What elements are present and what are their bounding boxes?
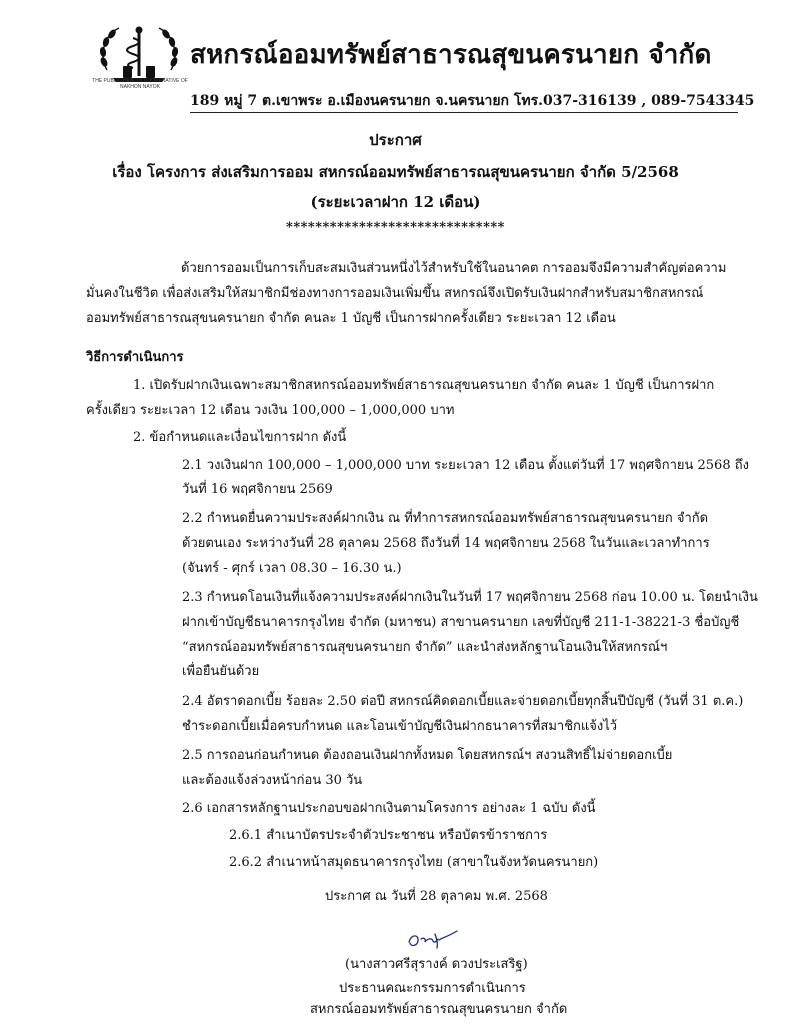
intro-line: ออมทรัพย์สาธารณสุขนครนายก จำกัด คนละ 1 บัญชี เป็นการฝากครั้งเดียว ระยะเวลา 12 เดือน xyxy=(86,311,616,326)
intro-line: ด้วยการออมเป็นการเก็บสะสมเงินส่วนหนึ่งไว้สำหรับใช้ในอนาคต การออมจึงมีความสำคัญต่อความ xyxy=(181,261,727,276)
sub-item-line: ด้วยตนเอง ระหว่างวันที่ 28 ตุลาคม 2568 ถึงวันที่ 14 พฤศจิกายน 2568 ในวันและเวลาทำการ xyxy=(182,536,710,551)
sub-item-line: “สหกรณ์ออมทรัพย์สาธารณสุขนครนายก จำกัด” และนำส่งหลักฐานโอนเงินให้สหกรณ์ฯ xyxy=(182,640,668,655)
sub-item-line: (จันทร์ - ศุกร์ เวลา 08.30 – 16.30 น.) xyxy=(182,561,402,576)
sub-item-line: 2.3 กำหนดโอนเงินที่แจ้งความประสงค์ฝากเงินในวันที่ 17 พฤศจิกายน 2568 ก่อน 10.00 น. โดยนำเงิน xyxy=(182,590,758,605)
sub-item-line: เพื่อยืนยันด้วย xyxy=(182,664,260,679)
item-2-title: 2. ข้อกำหนดและเงื่อนไขการฝาก ดังนี้ xyxy=(133,430,347,445)
document-item: 2.6.1 สำเนาบัตรประจำตัวประชาชน หรือบัตรข้าราชการ xyxy=(229,828,548,843)
sub-item-line: 2.1 วงเงินฝาก 100,000 – 1,000,000 บาท ระยะเวลา 12 เดือน ตั้งแต่วันที่ 17 พฤศจิกายน 2568 ถึง xyxy=(182,458,749,473)
announcement-heading: ประกาศ xyxy=(369,131,422,149)
sub-item-line: ฝากเข้าบัญชีธนาคารกรุงไทย จำกัด (มหาชน) สาขานครนายก เลขที่บัญชี 211-1-38221-3 ชื่อบัญชี xyxy=(182,615,740,630)
logo-caption: THE PUBLIC HEALTH COOPERATIVE OF NAKHON NAYOK xyxy=(92,78,188,90)
announcement-subject: เรื่อง โครงการ ส่งเสริมการออม สหกรณ์ออมทรัพย์สาธารณสุขนครนายก จำกัด 5/2568 xyxy=(112,163,679,181)
sub-item-line: 2.2 กำหนดยื่นความประสงค์ฝากเงิน ณ ที่ทำการสหกรณ์ออมทรัพย์สาธารณสุขนครนายก จำกัด xyxy=(182,511,709,526)
sub-item-line: ชำระดอกเบี้ยเมื่อครบกำหนด และโอนเข้าบัญชีเงินฝากธนาคารที่สมาชิกแจ้งไว้ xyxy=(182,719,618,734)
organization-name: สหกรณ์ออมทรัพย์สาธารณสุขนครนายก จำกัด xyxy=(190,40,712,70)
sub-item-line: และต้องแจ้งล่วงหน้าก่อน 30 วัน xyxy=(182,773,363,788)
announcement-date: ประกาศ ณ วันที่ 28 ตุลาคม พ.ศ. 2568 xyxy=(325,889,548,904)
signatory-organization: สหกรณ์ออมทรัพย์สาธารณสุขนครนายก จำกัด xyxy=(310,1002,568,1017)
document-item: 2.6.2 สำเนาหน้าสมุดธนาคารกรุงไทย (สาขาในจังหวัดนครนายก) xyxy=(229,855,599,870)
procedure-title: วิธีการดำเนินการ xyxy=(86,350,184,365)
header-divider xyxy=(190,112,738,113)
sub-item-line: 2.5 การถอนก่อนกำหนด ต้องถอนเงินฝากทั้งหมด โดยสหกรณ์ฯ สงวนสิทธิ์ไม่จ่ายดอกเบี้ย xyxy=(182,748,673,763)
sub-item-line: วันที่ 16 พฤศจิกายน 2569 xyxy=(182,482,333,497)
handwritten-signature-icon xyxy=(405,926,465,952)
signatory-name: (นางสาวศรีสุรางค์ ดวงประเสริฐ) xyxy=(345,957,528,972)
item-1-line: ครั้งเดียว ระยะเวลา 12 เดือน วงเงิน 100,000 – 1,000,000 บาท xyxy=(86,403,455,418)
sub-item-line: 2.6 เอกสารหลักฐานประกอบขอฝากเงินตามโครงการ อย่างละ 1 ฉบับ ดังนี้ xyxy=(182,801,596,816)
sub-item-line: 2.4 อัตราดอกเบี้ย ร้อยละ 2.50 ต่อปี สหกรณ์คิดดอกเบี้ยและจ่ายดอกเบี้ยทุกสิ้นปีบัญชี (วันที่ 31 ต.ค.) xyxy=(182,694,744,709)
separator: ****************************** xyxy=(286,220,505,235)
organization-address: 189 หมู่ 7 ต.เขาพระ อ.เมืองนครนายก จ.นครนายก โทร.037-316139 , 089-7543345 xyxy=(190,93,755,109)
intro-line: มั่นคงในชีวิต เพื่อส่งเสริมให้สมาชิกมีช่องทางการออมเงินเพิ่มขึ้น สหกรณ์จึงเปิดรับเงินฝากสำหรับสมาชิกสหกรณ์ xyxy=(86,286,704,301)
item-1-line: 1. เปิดรับฝากเงินเฉพาะสมาชิกสหกรณ์ออมทรัพย์สาธารณสุขนครนายก จำกัด คนละ 1 บัญชี เป็นการฝาก xyxy=(133,378,715,393)
signatory-position: ประธานคณะกรรมการดำเนินการ xyxy=(339,981,526,996)
deposit-period: (ระยะเวลาฝาก 12 เดือน) xyxy=(310,193,481,211)
